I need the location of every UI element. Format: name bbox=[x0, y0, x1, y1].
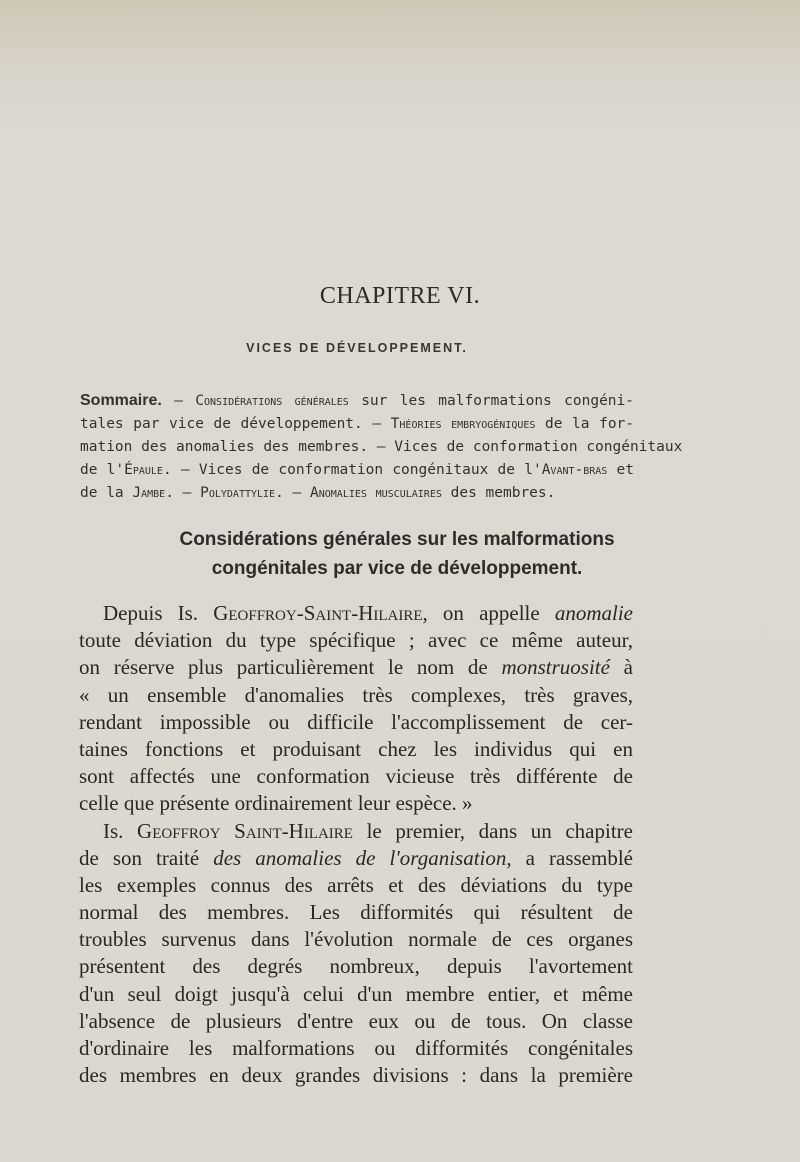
summary-text: mation des anomalies des membres. — Vices de conformation congénitaux bbox=[80, 439, 683, 455]
body-text-run: présentent des degrés nombreux, depuis l'avortement bbox=[79, 954, 633, 979]
body-text-run: toute déviation du type spécifique ; avec ce même auteur, bbox=[79, 628, 633, 653]
body-text-run: le premier, dans un chapitre bbox=[352, 818, 633, 843]
body-text-run: d'ordinaire les malformations ou difformités congénitales bbox=[79, 1036, 633, 1060]
summary-text: de la bbox=[80, 485, 133, 501]
body-line bbox=[79, 872, 633, 899]
summary-text: de l' bbox=[80, 462, 125, 478]
body-text-run: , a rassemblé bbox=[506, 845, 633, 870]
section-heading bbox=[80, 525, 714, 583]
body-line bbox=[79, 709, 633, 736]
body-text-run: celle que présente ordinairement leur espèce. » bbox=[79, 791, 473, 816]
body-text-run: à bbox=[609, 655, 633, 680]
body-text-run: d'un seul doigt jusqu'à celui d'un membre entier, et même bbox=[79, 981, 633, 1006]
summary-text: Jambe bbox=[132, 485, 166, 501]
body-line bbox=[79, 818, 633, 845]
summary-text: des membres. bbox=[441, 485, 556, 501]
body-line bbox=[79, 845, 633, 872]
body-text-run: rendant impossible ou difficile l'accomplissement de cer- bbox=[79, 709, 633, 734]
summary-text: tales par vice de développement. — bbox=[80, 416, 391, 432]
summary-text: — bbox=[161, 393, 196, 409]
body-text-run: Depuis Is. bbox=[103, 601, 214, 625]
summary-label: Sommaire. bbox=[80, 392, 162, 409]
summary-line bbox=[80, 389, 634, 413]
body-text-run: normal des membres. Les difformités qui résultent de bbox=[79, 900, 633, 925]
summary-line bbox=[80, 459, 634, 482]
body-line bbox=[79, 926, 633, 953]
body-line bbox=[79, 763, 633, 790]
body-line bbox=[79, 981, 633, 1008]
body-line bbox=[79, 1008, 633, 1035]
summary-text: . — Vices de conformation congénitaux de l' bbox=[162, 462, 542, 478]
body-line bbox=[79, 1035, 633, 1062]
body-text-run: Geoffroy-Saint-Hilaire bbox=[213, 601, 423, 625]
body-line bbox=[79, 953, 633, 980]
summary-text: Polydattylie bbox=[200, 485, 276, 501]
body-text-run: monstruosité bbox=[501, 655, 610, 680]
body-line bbox=[79, 790, 633, 817]
summary-text: sur les malformations congéni- bbox=[348, 393, 634, 409]
summary-text: Considérations générales bbox=[195, 393, 349, 409]
body-text-run: de son traité bbox=[79, 845, 214, 870]
body-line bbox=[79, 654, 633, 681]
body-text-run: des anomalies de l'organisation bbox=[213, 845, 507, 870]
summary-text: et bbox=[607, 462, 634, 478]
body-text-run: anomalie bbox=[554, 601, 633, 625]
body-line bbox=[79, 899, 633, 926]
summary-text: . — bbox=[165, 485, 201, 501]
summary-text: Avant-bras bbox=[541, 462, 608, 478]
body-text-run: , on appelle bbox=[422, 601, 555, 625]
body-text-run: Is. bbox=[103, 818, 138, 843]
body-text bbox=[79, 600, 633, 1089]
body-text-run: on réserve plus particulièrement le nom de bbox=[79, 655, 502, 680]
summary-line bbox=[80, 482, 634, 505]
section-heading-line-1: Considérations générales sur les malformations bbox=[179, 529, 615, 550]
body-text-run: troubles survenus dans l'évolution normale de ces organes bbox=[79, 927, 633, 952]
summary-text: Théories embryogéniques bbox=[390, 416, 536, 432]
body-text-run: Geoffroy Saint-Hilaire bbox=[137, 818, 353, 843]
chapter-title: CHAPITRE VI. bbox=[319, 283, 481, 309]
body-line bbox=[79, 736, 633, 763]
summary-lines bbox=[80, 389, 683, 505]
summary-text: Anomalies musculaires bbox=[310, 485, 442, 501]
summary-text: . — bbox=[275, 485, 311, 501]
body-text-run: taines fonctions et produisant chez les individus qui en bbox=[79, 736, 633, 761]
body-text-run: sont affectés une conformation vicieuse très différente de bbox=[79, 764, 633, 789]
summary-line bbox=[80, 436, 683, 459]
chapter-summary bbox=[80, 389, 683, 505]
body-text-run: des membres en deux grandes divisions : dans la première bbox=[79, 1063, 633, 1088]
summary-line bbox=[80, 413, 634, 436]
body-line bbox=[79, 1062, 633, 1089]
summary-text: de la for- bbox=[535, 416, 635, 432]
body-text-run: les exemples connus des arrêts et des déviations du type bbox=[79, 872, 633, 897]
body-line bbox=[79, 682, 633, 709]
body-text-run: « un ensemble d'anomalies très complexes, très graves, bbox=[79, 682, 633, 707]
body-line bbox=[79, 627, 633, 654]
chapter-subtitle: VICES DE DÉVELOPPEMENT. bbox=[246, 341, 468, 355]
summary-text: Épaule bbox=[124, 462, 163, 478]
body-line bbox=[79, 600, 633, 627]
section-heading-line-2: congénitales par vice de développement. bbox=[211, 558, 583, 579]
body-text-run: l'absence de plusieurs d'entre eux ou de tous. On classe bbox=[79, 1008, 633, 1033]
